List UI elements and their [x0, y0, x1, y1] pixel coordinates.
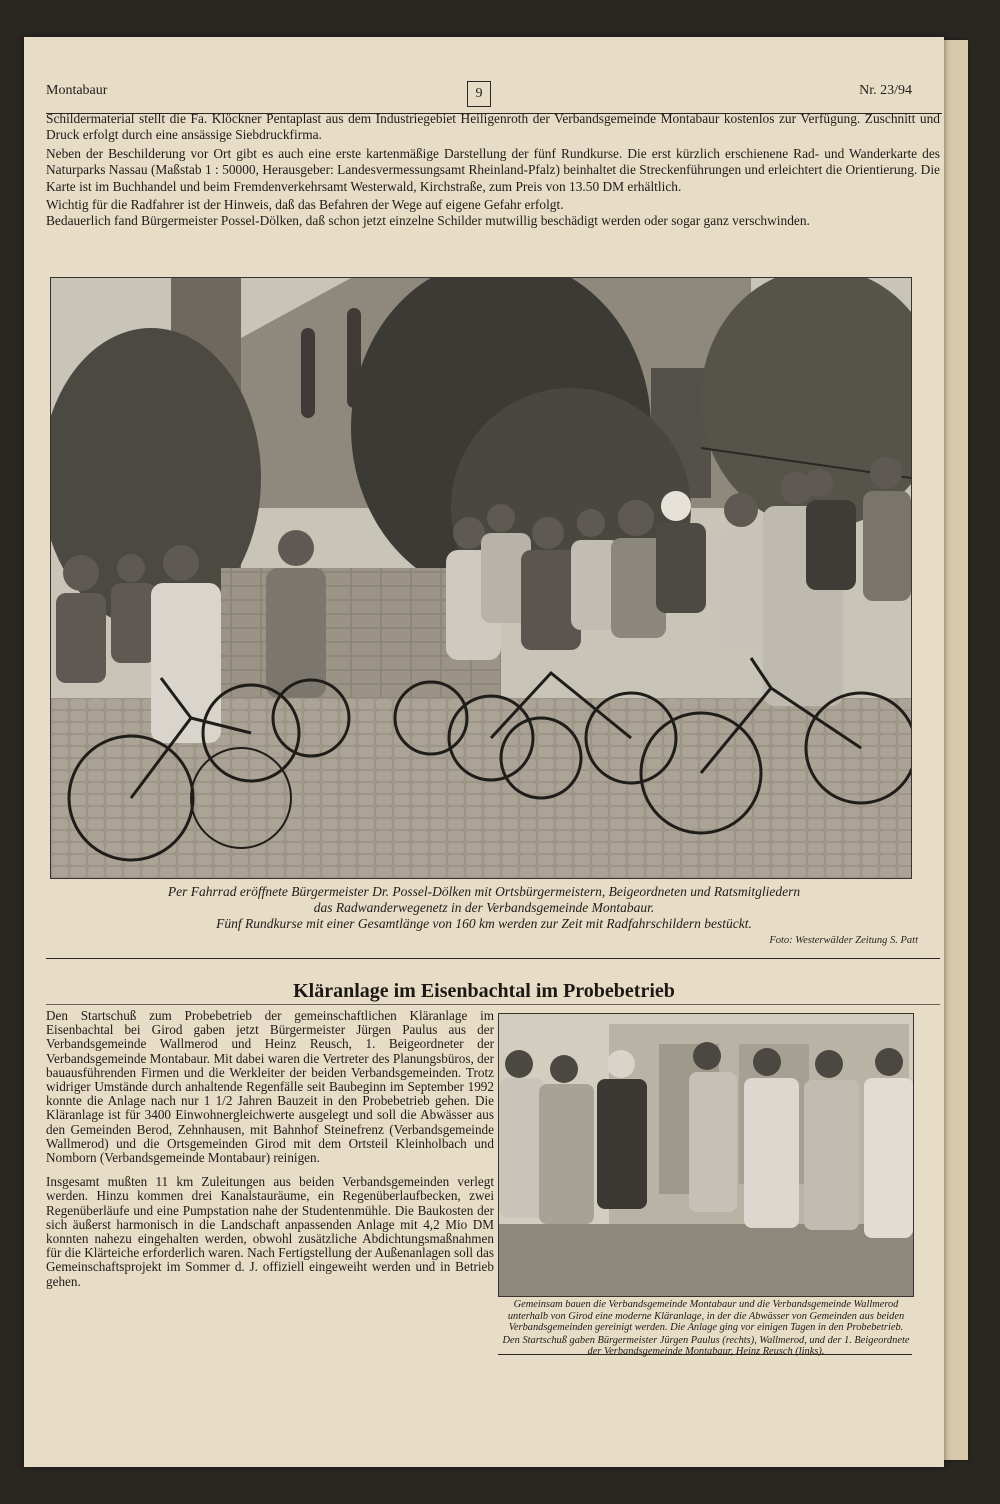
- treatment-plant-photo: [498, 1013, 914, 1297]
- headline-rule: [46, 1004, 940, 1005]
- newspaper-page: [24, 37, 944, 1467]
- paragraph: Schildermaterial stellt die Fa. Klöckner Pentaplast aus dem Industriegebiet Heiligenroth der Verbandsgemeinde Montabaur kostenlos zur Verfügung. Zuschnitt und Druck erfolgt durch eine ansässige Siebdruckfirma.: [46, 111, 940, 143]
- paragraph: Bedauerlich fand Bürgermeister Possel-Dölken, daß schon jetzt einzelne Schilder mutwillig beschädigt werden oder sogar ganz verschwinden.: [46, 213, 810, 229]
- photo-credit: Foto: Westerwälder Zeitung S. Patt: [769, 935, 918, 946]
- treatment-plant-photo-drawing: [499, 1014, 913, 1296]
- paragraph: Wichtig für die Radfahrer ist der Hinweis, daß das Befahren der Wege auf eigene Gefahr erfolgt.: [46, 197, 564, 213]
- header-town: Montabaur: [46, 83, 108, 98]
- top-article-continuation: [46, 111, 940, 232]
- caption-line: das Radwanderwegenetz in der Verbandsgemeinde Montabaur.: [313, 900, 655, 915]
- paragraph: Insgesamt mußten 11 km Zuleitungen aus beiden Verbandsgemeinden verlegt werden. Hinzu kommen drei Kanalstauräume, ein Regenüberlaufbecken, zwei Regenüberläufe und eine Pumpstation nahe der Studentenmühle. Die Baukosten der sich äußerst harmonisch in die Landschaft anpassenden Anlage mit 4,2 Mio DM konnten nahezu eingehalten werden, obwohl zusätzliche Abdichtungsmaßnahmen für die Klärteiche erforderlich waren. Nach Fertigstellung der Außenanlagen soll das Gemeinschaftsprojekt im Sommer d. J. offiziell eingeweiht werden und in Betrieb gehen.: [46, 1174, 494, 1289]
- paragraph: Den Startschuß zum Probebetrieb der gemeinschaftlichen Kläranlage im Eisenbachtal bei Girod gaben jetzt Bürgermeister Jürgen Paulus aus der Verbandsgemeinde Wallmerod und Heinz Reusch, 1. Beigeordneter der Verbandsgemeinde Montabaur. Mit dabei waren die Vertreter des Planungsbüros, der bauausführenden Firmen und die Werkleiter der beiden Verbandsgemeinden. Trotz widriger Umstände durch anhaltende Regenfälle seit Baubeginn im September 1992 konnte die Anlage nach nur 1 1/2 Jahren Bauzeit in den Probebetrieb gehen. Die Kläranlage ist für 3400 Einwohnergleichwerte ausgelegt und soll die Abwässer aus den Gemeinden Berod, Zehnhausen, mit Bahnhof Steinefrenz (Verbandsgemeinde Wallmerod) und die Ortsgemeinden Girod mit dem Ortsteil Kleinholbach und Nomborn (Verbandsgemeinde Montabaur) reinigen.: [46, 1008, 494, 1166]
- caption-paragraph: Den Startschuß gaben Bürgermeister Jürgen Paulus (rechts), Wallmerod, und der 1. Beigeordnete der Verbandsgemeinde Montabaur, Heinz Reusch (links).: [502, 1334, 910, 1358]
- cyclists-photo-drawing: [51, 278, 911, 878]
- caption-line: Per Fahrrad eröffnete Bürgermeister Dr. Possel-Dölken mit Ortsbürgermeistern, Beigeordneten und Ratsmitgliedern: [167, 884, 801, 899]
- article-headline: Kläranlage im Eisenbachtal im Probebetrieb: [293, 980, 675, 1002]
- paper-edge: [944, 40, 968, 1460]
- article-body: [46, 1009, 494, 1299]
- issue-number: Nr. 23/94: [859, 83, 912, 98]
- page-number: 9: [467, 81, 491, 107]
- paragraph: Neben der Beschilderung vor Ort gibt es auch eine erste kartenmäßige Darstellung der fünf Rundkurse. Die erst kürzlich erschienene Rad- und Wanderkarte des Naturparks Nassau (Maßstab 1 : 50000, Herausgeber: Landesvermessungsamt Rheinland-Pfalz) beinhaltet die Streckenführungen und erleichtert die Orientierung. Die Karte ist im Buchhandel und beim Fremdenverkehrsamt Westerwald, Kirchstraße, zum Preis von 13.50 DM erhältlich.: [46, 145, 940, 194]
- plant-photo-caption: [500, 1299, 912, 1359]
- caption-paragraph: Gemeinsam bauen die Verbandsgemeinde Montabaur und die Verbandsgemeinde Wallmerod unterhalb von Girod eine moderne Kläranlage, in der die Abwässer von Gemeinden aus beiden Verbandsgemeinden gereinigt werden. Die Anlage ging vor einigen Tagen in den Probebetrieb.: [507, 1299, 905, 1334]
- cyclists-photo: [50, 277, 912, 879]
- section-divider: [46, 958, 940, 959]
- caption-line: Fünf Rundkurse mit einer Gesamtlänge von 160 km werden zur Zeit mit Radfahrschildern bestückt.: [216, 916, 752, 931]
- photo-caption: [74, 884, 894, 932]
- caption-rule: [498, 1354, 912, 1355]
